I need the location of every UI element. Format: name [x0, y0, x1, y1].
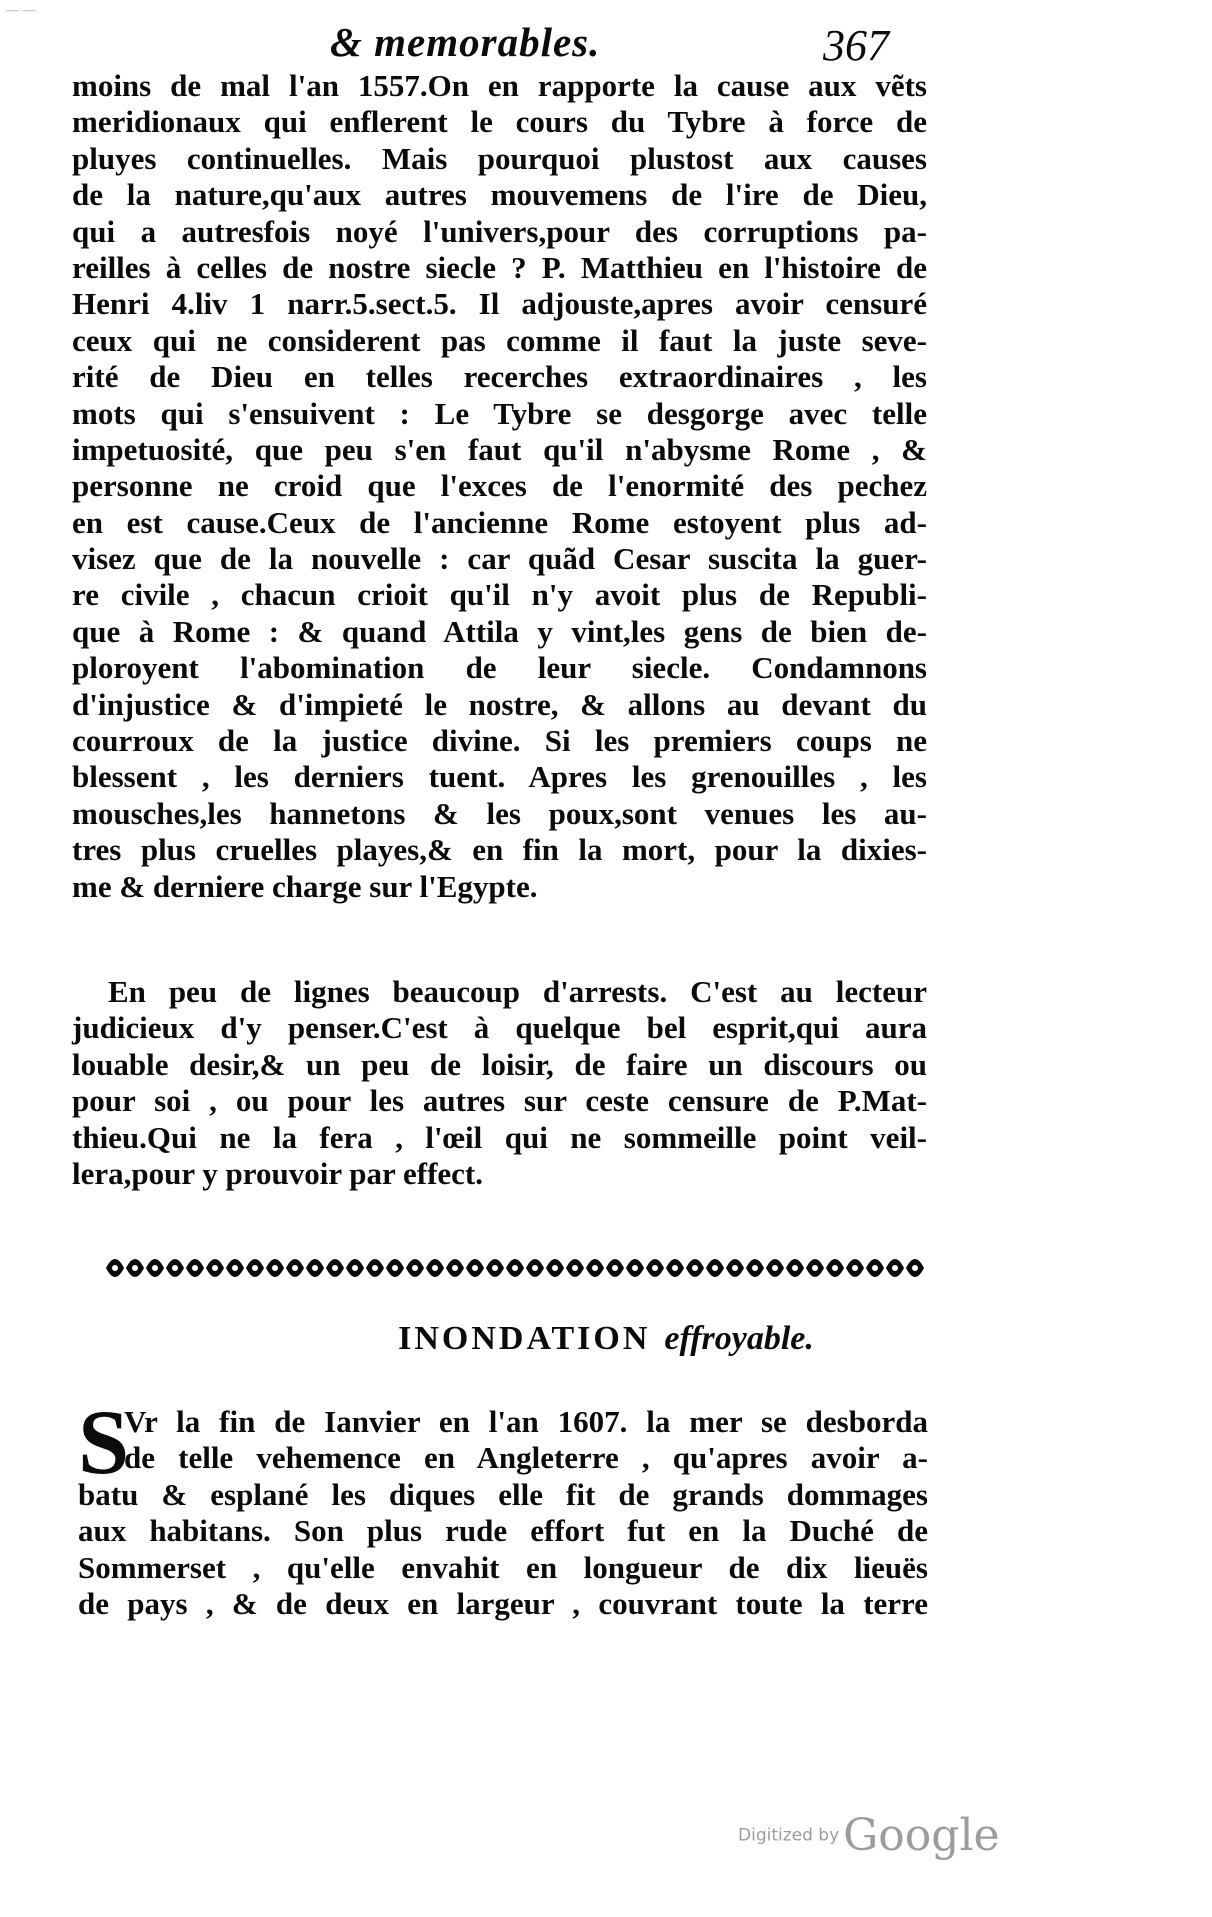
text-line: re civile , chacun crioit qu'il n'y avoit plus de Republi- — [72, 577, 927, 613]
ornament-dot — [372, 1265, 378, 1271]
corner-mark: ___ ___ — [6, 2, 36, 12]
ornament-dot — [832, 1265, 838, 1271]
ornament-dot — [252, 1265, 258, 1271]
text-line: En peu de lignes beaucoup d'arrests. C'est au lecteur — [108, 974, 927, 1009]
text-line: pluyes continuelles. Mais pourquoi plustost aux causes — [72, 140, 927, 176]
ornament-dot — [692, 1265, 698, 1271]
paragraph-2 — [72, 974, 927, 1192]
text-line: mousches,les hannetons & les poux,sont venues les au- — [72, 795, 927, 831]
ornament-dot — [452, 1265, 458, 1271]
ornament-dot — [412, 1265, 418, 1271]
text-line: de telle vehemence en Angleterre , qu'apres avoir a- — [124, 1440, 928, 1476]
text-line: lera,pour y prouvoir par effect. — [72, 1155, 483, 1191]
text-line: reilles à celles de nostre siecle ? P. Matthieu en l'histoire de — [72, 249, 927, 285]
ornament-dot — [312, 1265, 318, 1271]
ornament-dot — [672, 1265, 678, 1271]
text-line: mots qui s'ensuivent : Le Tybre se desgorge avec telle — [72, 395, 927, 431]
digitized-watermark — [738, 1810, 1000, 1861]
ornament-dot — [592, 1265, 598, 1271]
ornament-dot — [652, 1265, 658, 1271]
watermark-prefix: Digitized by — [738, 1825, 840, 1846]
text-line: Vr la fin de Ianvier en l'an 1607. la mer se desborda — [124, 1404, 928, 1439]
ornament-dot — [192, 1265, 198, 1271]
text-line: en est cause.Ceux de l'ancienne Rome estoyent plus ad- — [72, 504, 927, 540]
ornament-dot — [892, 1265, 898, 1271]
ornament-dot — [392, 1265, 398, 1271]
ornament-dot — [552, 1265, 558, 1271]
text-line: ceux qui ne considerent pas comme il faut la juste seve- — [72, 322, 927, 358]
text-line: thieu.Qui ne la fera , l'œil qui ne sommeille point veil- — [72, 1119, 927, 1155]
ornament-dot — [432, 1265, 438, 1271]
running-head: & memorables. — [330, 19, 601, 65]
ornament-band — [105, 1248, 925, 1288]
ornament-dot — [752, 1265, 758, 1271]
text-line: blessent , les derniers tuent. Apres les grenouilles , les — [72, 759, 927, 795]
ornament-dot — [632, 1265, 638, 1271]
text-line: meridionaux qui enflerent le cours du Tybre à force de — [72, 104, 927, 140]
ornament-dot — [292, 1265, 298, 1271]
text-line: que à Rome : & quand Attila y vint,les gens de bien de- — [72, 613, 927, 649]
ornament-dot — [472, 1265, 478, 1271]
watermark-brand: Google — [843, 1810, 1000, 1861]
ornament-dot — [492, 1265, 498, 1271]
text-line: tres plus cruelles playes,& en fin la mort, pour la dixies- — [72, 832, 927, 868]
text-line: personne ne croid que l'exces de l'enormité des pechez — [72, 468, 927, 504]
text-line: ploroyent l'abomination de leur siecle. Condamnons — [72, 650, 927, 686]
text-line: qui a autresfois noyé l'univers,pour des corruptions pa- — [72, 213, 927, 249]
section-body — [78, 1391, 928, 1664]
section-heading-subtitle: effroyable. — [664, 1320, 814, 1357]
text-line: batu & esplané les diques elle fit de grands dommages — [78, 1476, 928, 1512]
text-line: visez que de la nouvelle : car quãd Cesar suscita la guer- — [72, 541, 927, 577]
ornament-dot — [132, 1265, 138, 1271]
ornament-dot — [612, 1265, 618, 1271]
section-heading — [0, 1320, 1212, 1358]
text-line: louable desir,& un peu de loisir, de faire un discours ou — [72, 1046, 927, 1082]
ornament-dot — [232, 1265, 238, 1271]
ornament-dot — [172, 1265, 178, 1271]
paragraph-1 — [72, 68, 927, 905]
text-line: impetuosité, que peu s'en faut qu'il n'abysme Rome , & — [72, 431, 927, 467]
ornament-dot — [772, 1265, 778, 1271]
text-line: de pays , & de deux en largeur , couvrant toute la terre — [78, 1585, 928, 1621]
ornament-dot — [352, 1265, 358, 1271]
text-line: Sommerset , qu'elle envahit en longueur de dix lieuës — [78, 1549, 928, 1585]
ornament-dot — [792, 1265, 798, 1271]
ornament-dot — [532, 1265, 538, 1271]
text-line: rité de Dieu en telles recerches extraordinaires , les — [72, 359, 927, 395]
text-line: me & derniere charge sur l'Egypte. — [72, 868, 538, 904]
ornament-dot — [732, 1265, 738, 1271]
ornament-dot — [272, 1265, 278, 1271]
text-line: pour soi , ou pour les autres sur ceste censure de P.Mat- — [72, 1083, 927, 1119]
ornament-dot — [852, 1265, 858, 1271]
drop-cap: S — [78, 1391, 130, 1493]
ornament-dot — [332, 1265, 338, 1271]
section-heading-title: INONDATION — [398, 1320, 651, 1357]
ornament-dot — [872, 1265, 878, 1271]
ornament-dot — [152, 1265, 158, 1271]
text-line: de la nature,qu'aux autres mouvemens de l'ire de Dieu, — [72, 177, 927, 213]
page-number: 367 — [823, 21, 889, 70]
text-line: courroux de la justice divine. Si les premiers coups ne — [72, 723, 927, 759]
text-line: d'injustice & d'impieté le nostre, & allons au devant du — [72, 686, 927, 722]
text-line: aux habitans. Son plus rude effort fut en la Duché de — [78, 1513, 928, 1549]
text-line: judicieux d'y penser.C'est à quelque bel esprit,qui aura — [72, 1010, 927, 1046]
ornament-dot — [212, 1265, 218, 1271]
ornament-dot — [112, 1265, 118, 1271]
ornament-dot — [712, 1265, 718, 1271]
ornament-dot — [512, 1265, 518, 1271]
text-line: Henri 4.liv 1 narr.5.sect.5. Il adjouste,apres avoir censuré — [72, 286, 927, 322]
text-line: moins de mal l'an 1557.On en rapporte la cause aux vẽts — [72, 68, 927, 103]
ornament-dot — [812, 1265, 818, 1271]
ornament-dot — [572, 1265, 578, 1271]
ornament-dot — [912, 1265, 918, 1271]
